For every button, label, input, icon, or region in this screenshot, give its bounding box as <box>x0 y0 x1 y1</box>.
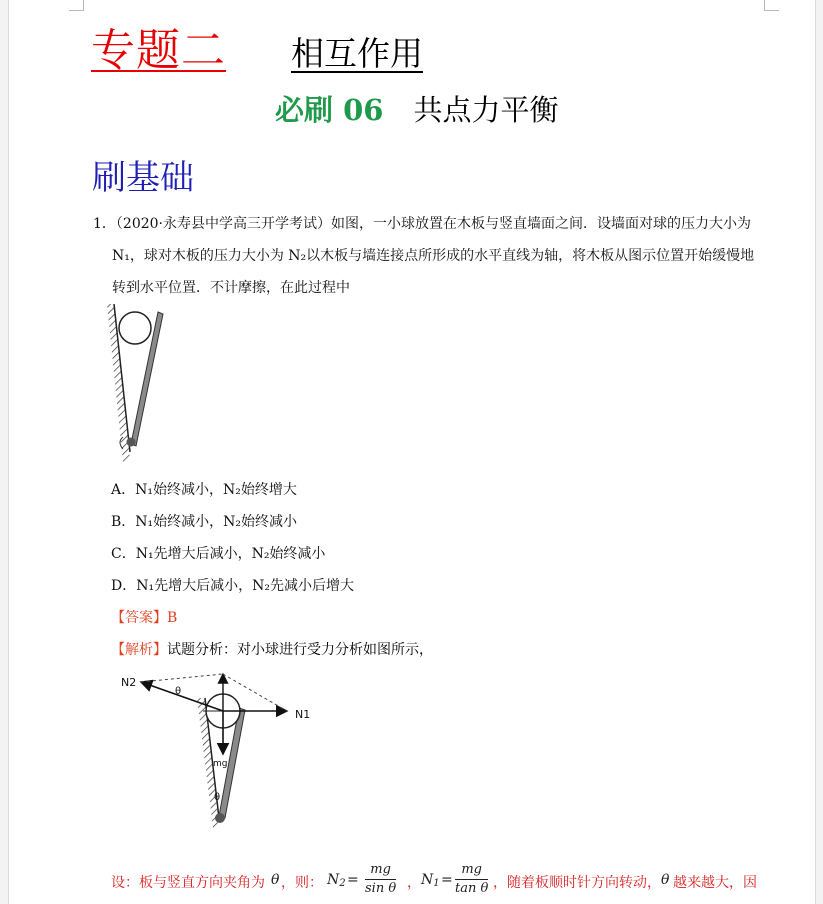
question-text <box>93 208 773 304</box>
sub-title-name: 共点力平衡 <box>413 93 559 127</box>
formula-end: 越来越大，因 <box>673 875 757 891</box>
question-line-3: 转到水平位置．不计摩擦，在此过程中 <box>112 280 350 296</box>
formula-theta: θ <box>271 872 280 888</box>
force-diagram <box>117 668 317 858</box>
formula-then: ，则： <box>281 875 323 891</box>
sub-title <box>275 88 558 129</box>
formula-theta-2: θ <box>661 872 670 888</box>
document-page <box>8 0 816 904</box>
formula-after: ，随着板顺时针方向转动， <box>493 875 661 891</box>
option-a[interactable]: A．N₁始终减小，N₂始终增大 <box>111 482 297 498</box>
topic-name: 相互作用 <box>291 34 423 73</box>
analysis-text: 试题分析：对小球进行受力分析如图所示， <box>167 642 433 658</box>
label-mg: mg <box>213 759 228 769</box>
option-c[interactable]: C．N₁先增大后减小，N₂始终减小 <box>111 546 326 562</box>
options-list <box>111 474 354 602</box>
answer-line: 【答案】B <box>111 610 178 626</box>
label-n1: N1 <box>295 708 311 721</box>
fraction-mg-tan: $\frac{mg}{\text{tan θ}}$ <box>455 862 489 896</box>
crop-mark-top-right <box>764 0 779 11</box>
topic-title: 专题二 <box>91 25 226 76</box>
question-line-2: N₁，球对木板的压力大小为 N₂以木板与墙连接点所形成的水平直线为轴，将木板从图示位置开始缓慢地 <box>112 248 755 264</box>
formula-eq-1: = <box>347 872 359 888</box>
dashed-line-1 <box>141 674 223 682</box>
ball-board-wall-figure <box>105 302 175 472</box>
force-n2-arrow <box>141 682 223 711</box>
ball <box>119 312 151 344</box>
formula-line <box>111 858 791 904</box>
crop-mark-top-left <box>69 0 84 11</box>
sub-title-number: 必刷 06 <box>275 93 384 127</box>
formula-sep: ， <box>407 875 421 891</box>
formula-n1: $N_1$ <box>421 872 440 889</box>
formula-intro: 设：板与竖直方向夹角为 <box>111 875 265 891</box>
formula-eq-2: = <box>441 872 453 888</box>
label-theta-bottom: θ <box>214 792 221 803</box>
label-theta-top: θ <box>175 686 182 697</box>
hinge-2 <box>215 813 225 823</box>
option-b[interactable]: B．N₁始终减小，N₂始终减小 <box>111 514 298 530</box>
fraction-mg-sin: $\frac{mg}{\text{sin θ}}$ <box>365 862 397 896</box>
option-d[interactable]: D．N₁先增大后减小，N₂先减小后增大 <box>111 578 354 594</box>
analysis-tag: 【解析】 <box>111 642 167 658</box>
analysis-line <box>111 634 433 666</box>
section-heading: 刷基础 <box>92 158 194 198</box>
label-n2: N2 <box>121 676 137 689</box>
formula-n2: $N_2$ <box>327 872 346 889</box>
hinge <box>127 438 136 447</box>
question-line-1: 1．（2020·永寿县中学高三开学考试）如图，一小球放置在木板与竖直墙面之间．设墙面对球的压力大小为 <box>93 216 751 232</box>
